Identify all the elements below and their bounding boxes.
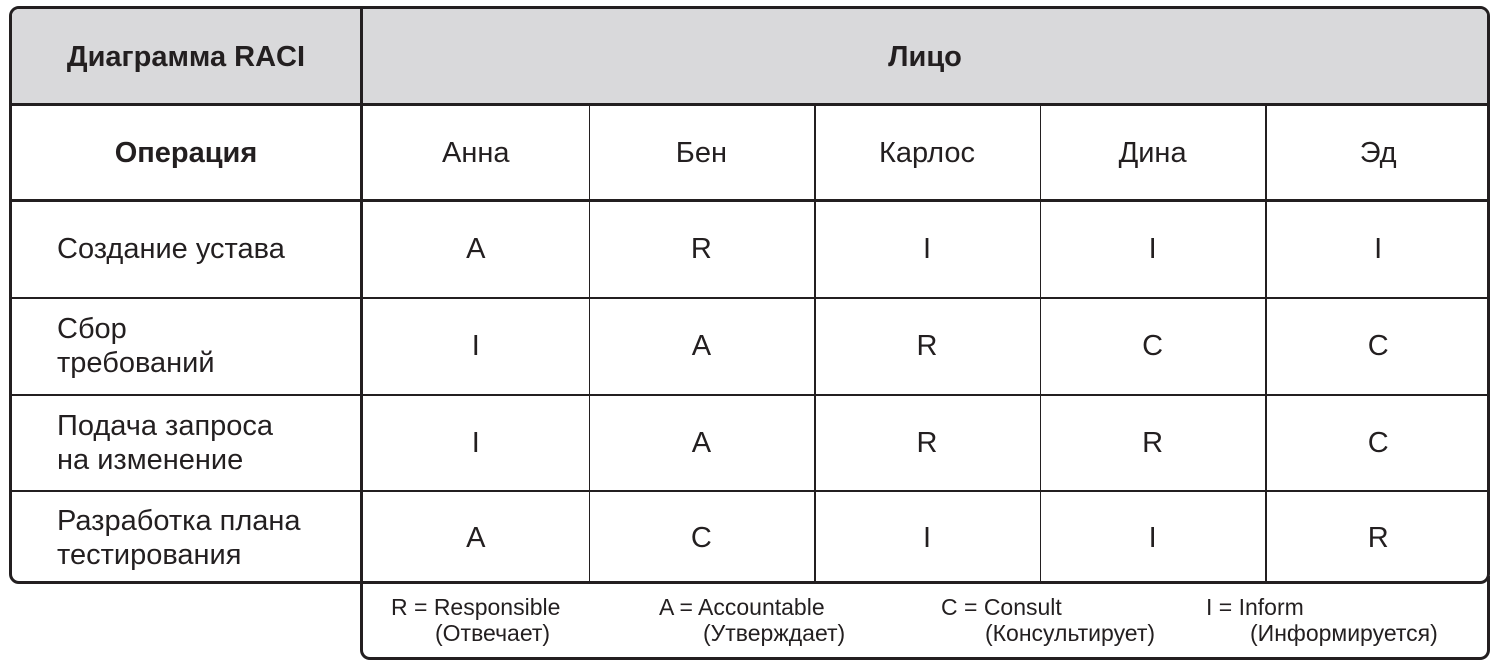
operation-cell-3-text: Подача запроса на изменение <box>57 410 274 476</box>
legend-translation: (Информируется) <box>1250 620 1438 646</box>
raci-value-cell-text: I <box>471 330 480 362</box>
raci-value-cell <box>363 201 589 297</box>
raci-value-cell-text: R <box>690 233 712 265</box>
operation-header-text: Операция <box>114 137 258 169</box>
person-name-3 <box>814 105 1040 201</box>
raci-value-cell <box>363 298 589 394</box>
raci-value-cell <box>1265 298 1490 394</box>
corner-label-text: Диаграмма RACI <box>66 41 306 73</box>
person-name-4 <box>1040 105 1266 201</box>
operation-header <box>12 105 360 201</box>
raci-value-cell <box>1040 201 1266 297</box>
legend-box <box>360 576 1490 660</box>
raci-value-cell-text: I <box>1148 233 1157 265</box>
raci-value-cell-text: I <box>471 427 480 459</box>
legend-translation: (Консультирует) <box>985 620 1156 646</box>
raci-value-cell <box>589 298 815 394</box>
raci-value-cell <box>363 395 589 491</box>
raci-value-cell <box>1265 491 1490 584</box>
raci-value-cell <box>1040 491 1266 584</box>
raci-value-cell-text: C <box>1367 330 1389 362</box>
corner-label <box>12 9 360 105</box>
operation-cell-2 <box>12 298 360 394</box>
raci-value-cell-text: I <box>1374 233 1383 265</box>
legend-translation: (Утверждает) <box>703 620 846 646</box>
raci-value-cell <box>363 491 589 584</box>
raci-value-cell-text: R <box>916 330 938 362</box>
raci-value-cell-text: I <box>922 233 932 265</box>
legend-code: I = Inform <box>1206 594 1304 620</box>
raci-value-cell <box>814 395 1040 491</box>
raci-value-cell <box>1040 395 1266 491</box>
raci-value-cell <box>1265 395 1490 491</box>
person-name-5 <box>1265 105 1490 201</box>
person-name-2-text: Бен <box>675 137 727 169</box>
legend-code: R = Responsible <box>391 594 561 620</box>
legend-item-i <box>1206 594 1438 646</box>
raci-value-cell <box>1040 298 1266 394</box>
person-header <box>363 9 1487 105</box>
operation-cell-4-text: Разработка плана тестирования <box>57 504 301 571</box>
raci-value-cell <box>814 491 1040 584</box>
raci-value-cell-text: I <box>922 521 932 554</box>
raci-value-cell-text: A <box>691 427 712 459</box>
raci-value-cell-text: R <box>1367 521 1389 554</box>
operation-cell-1 <box>12 201 360 297</box>
raci-value-cell <box>589 201 815 297</box>
raci-value-cell-text: R <box>916 427 938 459</box>
raci-table <box>9 6 1490 584</box>
raci-value-cell-text: A <box>466 233 486 265</box>
person-name-5-text: Эд <box>1359 137 1397 169</box>
operation-cell-1-text: Создание устава <box>57 233 285 265</box>
person-name-1 <box>363 105 589 201</box>
raci-value-cell <box>1265 201 1490 297</box>
raci-value-cell-text: I <box>1148 521 1157 554</box>
raci-value-cell-text: A <box>691 330 712 362</box>
raci-value-cell-text: C <box>1367 427 1389 459</box>
person-header-text: Лицо <box>888 41 962 73</box>
operation-cell-4 <box>12 491 360 584</box>
person-name-4-text: Дина <box>1118 137 1187 169</box>
raci-value-cell <box>814 298 1040 394</box>
person-name-3-text: Карлос <box>878 137 975 169</box>
raci-value-cell-text: A <box>466 521 486 554</box>
legend-translation: (Отвечает) <box>435 620 551 646</box>
raci-value-cell <box>589 491 815 584</box>
raci-value-cell-text: C <box>690 521 712 554</box>
legend-code: C = Consult <box>941 594 1062 620</box>
legend-code: A = Accountable <box>659 594 825 620</box>
legend-item-r <box>391 594 560 646</box>
raci-value-cell <box>589 395 815 491</box>
raci-value-cell-text: R <box>1142 427 1164 459</box>
raci-value-cell-text: C <box>1142 330 1164 362</box>
person-name-1-text: Анна <box>442 137 510 169</box>
raci-value-cell <box>814 201 1040 297</box>
legend-item-c <box>941 594 1155 646</box>
operation-cell-3 <box>12 395 360 491</box>
person-name-2 <box>589 105 815 201</box>
legend-item-a <box>659 594 845 646</box>
operation-cell-2-text: Сбор требований <box>57 313 215 379</box>
